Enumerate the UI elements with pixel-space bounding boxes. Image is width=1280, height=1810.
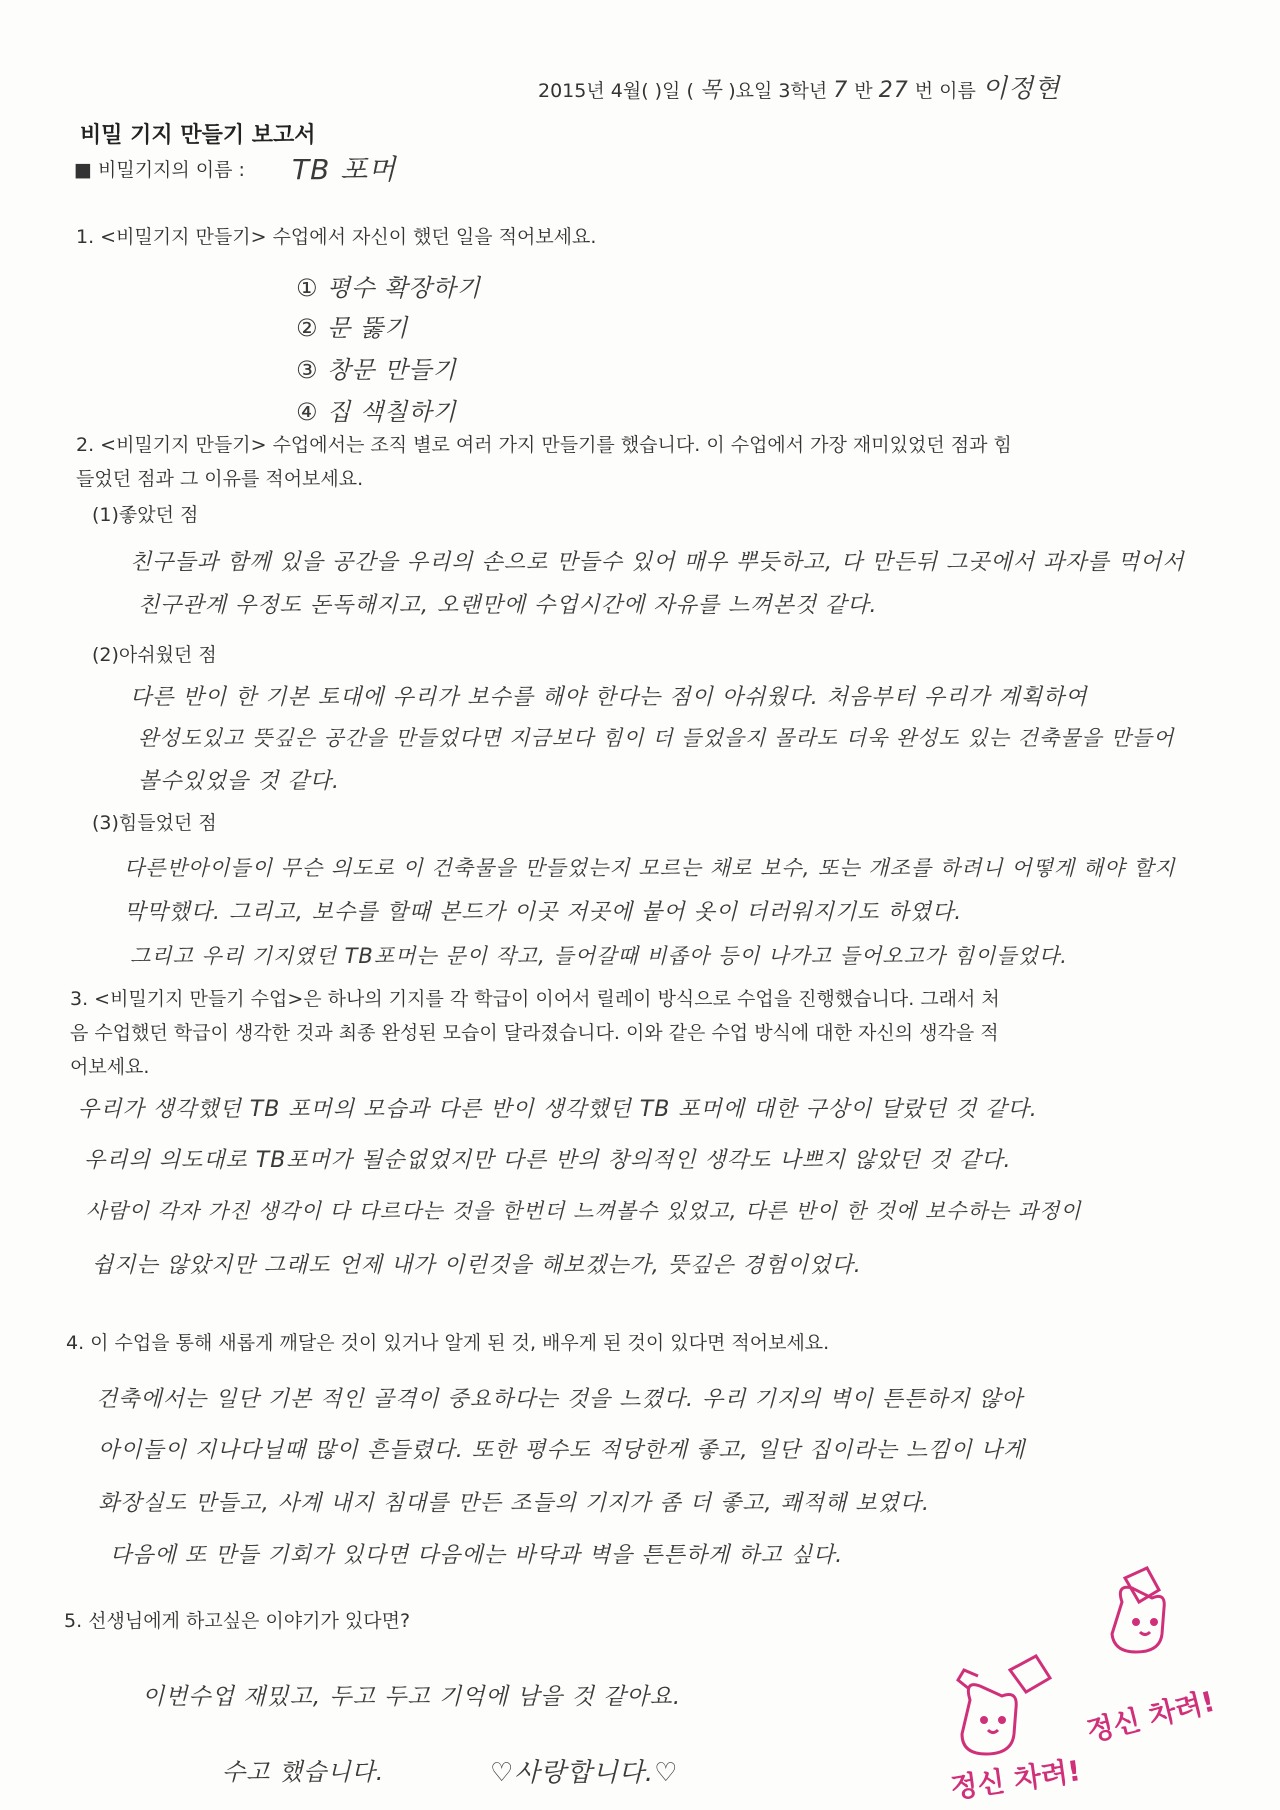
stamp-text-1: 정신 차려! bbox=[948, 1754, 1083, 1805]
student-name-handwritten: 이정현 bbox=[981, 74, 1061, 104]
question-3-line-3: 어보세요. bbox=[70, 1056, 150, 1078]
q2-sorry-label: (2)아쉬웠던 점 bbox=[92, 644, 217, 666]
q2-hard-line-3: 그리고 우리 기지였던 TB포머는 문이 작고, 들어갈때 비좁아 등이 나가고 들어오고가 힘이들었다. bbox=[130, 944, 1068, 968]
q2-hard-line-2: 막막했다. 그리고, 보수를 할때 본드가 이곳 저곳에 붙어 옷이 더러워지기도 하였다. bbox=[124, 900, 963, 925]
number-handwritten: 27 bbox=[878, 78, 909, 103]
q1-answer-4: ④ 집 색칠하기 bbox=[296, 398, 457, 426]
q5-answer-line-1: 이번수업 재밌고, 두고 두고 기억에 남을 것 같아요. bbox=[142, 1684, 682, 1710]
q5-answer-line-3: ♡사랑합니다.♡ bbox=[490, 1758, 679, 1788]
question-2-line-2: 들었던 점과 그 이유를 적어보세요. bbox=[76, 468, 364, 490]
q1-answer-1: ① 평수 확장하기 bbox=[296, 274, 481, 302]
base-name-label: ■ 비밀기지의 이름 : bbox=[74, 159, 245, 181]
q2-hard-label: (3)힘들었던 점 bbox=[92, 812, 217, 834]
q3-answer-line-3: 사람이 각자 가진 생각이 다 다르다는 것을 한번더 느껴볼수 있었고, 다른 반이 한 것에 보수하는 과정이 bbox=[86, 1199, 1082, 1223]
question-2-line-1: 2. <비밀기지 만들기> 수업에서는 조직 별로 여러 가지 만들기를 했습니다. 이 수업에서 가장 재미있었던 점과 힘 bbox=[76, 434, 1012, 456]
q4-answer-line-2: 아이들이 지나다닐때 많이 흔들렸다. 또한 평수도 적당한게 좋고, 일단 집이라는 느낌이 나게 bbox=[98, 1438, 1026, 1463]
base-name-value: TB 포머 bbox=[292, 153, 397, 186]
q2-sorry-line-1: 다른 반이 한 기본 토대에 우리가 보수를 해야 한다는 점이 아쉬웠다. 처음부터 우리가 계획하여 bbox=[130, 685, 1088, 710]
q4-answer-line-4: 다음에 또 만들 기회가 있다면 다음에는 바닥과 벽을 튼튼하게 하고 싶다. bbox=[110, 1543, 844, 1568]
q4-answer-line-3: 화장실도 만들고, 사계 내지 침대를 만든 조들의 기지가 좀 더 좋고, 쾌적해 보였다. bbox=[98, 1491, 930, 1516]
q2-hard-line-1: 다른반아이들이 무슨 의도로 이 건축물을 만들었는지 모르는 채로 보수, 또는 개조를 하려니 어떻게 해야 할지 bbox=[124, 856, 1176, 880]
q3-answer-line-2: 우리의 의도대로 TB포머가 될순없었지만 다른 반의 창의적인 생각도 나쁘지 않았던 것 같다. bbox=[84, 1148, 1012, 1173]
weekday-handwritten: 목 bbox=[699, 78, 723, 103]
q3-answer-line-1: 우리가 생각했던 TB 포머의 모습과 다른 반이 생각했던 TB 포머에 대한 구상이 달랐던 것 같다. bbox=[78, 1097, 1038, 1122]
q2-sorry-line-2: 완성도있고 뜻깊은 공간을 만들었다면 지금보다 힘이 더 들었을지 몰라도 더욱 완성도 있는 건축물을 만들어 bbox=[138, 726, 1175, 750]
class-handwritten: 7 bbox=[833, 78, 849, 103]
q5-answer-line-2: 수고 했습니다. bbox=[222, 1758, 385, 1786]
question-3-line-2: 음 수업했던 학급이 생각한 것과 최종 완성된 모습이 달라졌습니다. 이와 같은 수업 방식에 대한 자신의 생각을 적 bbox=[70, 1022, 999, 1044]
question-4: 4. 이 수업을 통해 새롭게 깨달은 것이 있거나 알게 된 것, 배우게 된 것이 있다면 적어보세요. bbox=[66, 1332, 830, 1354]
question-3-line-1: 3. <비밀기지 만들기 수업>은 하나의 기지를 각 학급이 이어서 릴레이 방식으로 수업을 진행했습니다. 그래서 처 bbox=[70, 988, 1000, 1010]
q4-answer-line-1: 건축에서는 일단 기본 적인 골격이 중요하다는 것을 느꼈다. 우리 기지의 벽이 튼튼하지 않아 bbox=[96, 1387, 1024, 1412]
stamp-text-2: 정신 차려! bbox=[1083, 1684, 1219, 1749]
q2-sorry-line-3: 볼수있었을 것 같다. bbox=[138, 769, 340, 794]
date-line: 2015년 4월( )일 ( 목 )요일 3학년 7 반 27 번 이름 이정현 bbox=[538, 74, 1061, 104]
q1-answer-2: ② 문 뚫기 bbox=[296, 314, 409, 342]
page-title: 비밀 기지 만들기 보고서 bbox=[80, 123, 316, 148]
q2-good-label: (1)좋았던 점 bbox=[92, 504, 199, 526]
q2-good-line-2: 친구관계 우정도 돈독해지고, 오랜만에 수업시간에 자유를 느껴본것 같다. bbox=[138, 593, 878, 618]
question-5: 5. 선생님에게 하고싶은 이야기가 있다면? bbox=[64, 1610, 411, 1632]
q1-answer-3: ③ 창문 만들기 bbox=[296, 356, 457, 384]
question-1: 1. <비밀기지 만들기> 수업에서 자신이 했던 일을 적어보세요. bbox=[76, 226, 597, 248]
teacher-stamps bbox=[948, 1560, 1230, 1805]
q2-good-line-1: 친구들과 함께 있을 공간을 우리의 손으로 만들수 있어 매우 뿌듯하고, 다 만든뒤 그곳에서 과자를 먹어서 bbox=[130, 550, 1185, 575]
q3-answer-line-4: 쉽지는 않았지만 그래도 언제 내가 이런것을 해보겠는가, 뜻깊은 경험이었다. bbox=[92, 1253, 862, 1278]
